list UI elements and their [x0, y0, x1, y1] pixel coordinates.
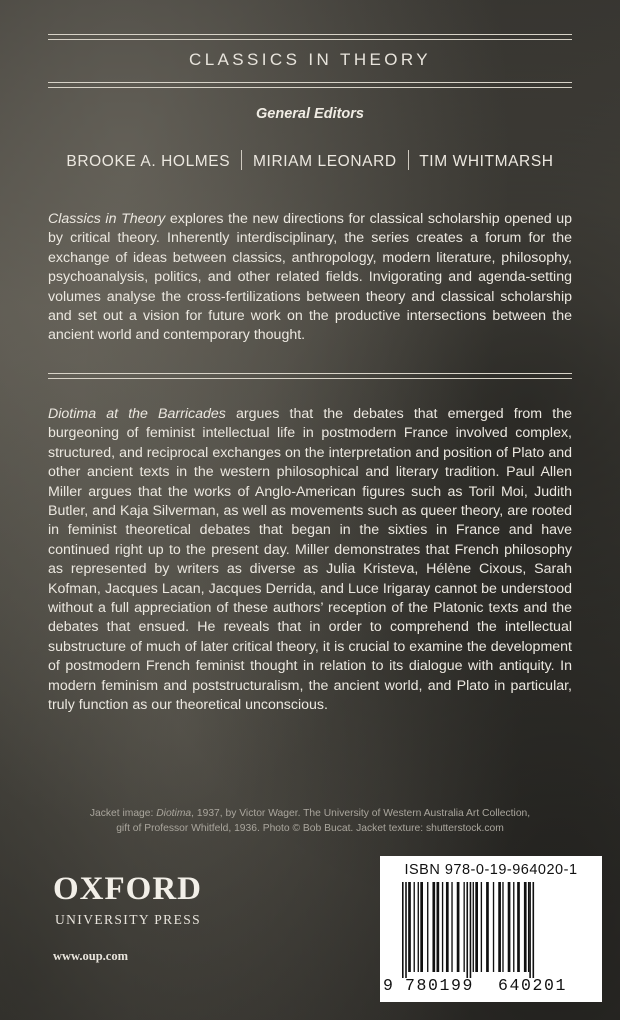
- editor-name: MIRIAM LEONARD: [253, 153, 397, 170]
- barcode-guard-bar: [533, 882, 535, 978]
- barcode-bar: [464, 882, 465, 972]
- barcode-bar: [517, 882, 520, 972]
- barcode-bar: [442, 882, 443, 972]
- general-editors-label: General Editors: [256, 106, 364, 122]
- barcode-bar: [451, 882, 452, 972]
- barcode-bar: [457, 882, 460, 972]
- book-description: [48, 405, 572, 716]
- top-rule: [48, 34, 572, 40]
- barcode-bar: [508, 882, 511, 972]
- barcode-guard-bar: [405, 882, 407, 978]
- barcode-bar: [498, 882, 501, 972]
- barcode-bar: [414, 882, 415, 972]
- barcode-bar: [473, 882, 474, 972]
- section-divider-rule: [48, 373, 572, 379]
- barcode-bar: [481, 882, 482, 972]
- barcode-bar: [420, 882, 423, 972]
- series-title-italic: Classics in Theory: [48, 211, 166, 227]
- barcode-guard-bar: [402, 882, 404, 978]
- barcode-guard-bar: [470, 882, 472, 978]
- barcode-bar: [427, 882, 428, 972]
- university-press-label: UNIVERSITY PRESS: [55, 912, 202, 927]
- jacket-credit: [0, 806, 620, 836]
- barcode-bar: [493, 882, 494, 972]
- barcode-digit-group: 640201: [498, 976, 568, 995]
- isbn-label: ISBN 978-0-19-964020-1: [404, 862, 578, 878]
- barcode-bar: [432, 882, 435, 972]
- book-description-text: argues that the debates that emerged from the burgeoning of feminist intellectual life in postmodern France involved complex, structured, and reciprocal exchanges on the interpretation and position of Plato and other ancient texts in the western philosophical and literary tradition. Paul Allen Miller argues that the works of Anglo-American figures such as Toril Moi, Judith Butler, and Kaja Silverman, as well as movements such as queer theory, are rooted in feminist theoretical debates that began in the sixties in France and have continued right up to the present day. Miller demonstrates that French philosophy as represented by writers as diverse as Julia Kristeva, Hélène Cixous, Sarah Kofman, Jacques Lacan, Jacques Derrida, and Luce Irigaray cannot be understood without a full appreciation of these authors’ reception of the Platonic texts and the debates that ensued. He reveals that in order to comprehend the intellectual substructure of much of later critical theory, it is crucial to examine the development of postmodern French feminist thought in relation to its dialogue with antiquity. In modern feminism and poststructuralism, the ancient world, and Plato in particular, truly function as our theoretical unconscious.: [48, 406, 572, 714]
- isbn-barcode: [380, 856, 602, 1002]
- barcode-bar: [528, 882, 529, 972]
- barcode-bar: [524, 882, 527, 972]
- barcode-guard-bar: [466, 882, 468, 978]
- barcode-bar: [418, 882, 419, 972]
- book-title-italic: Diotima at the Barricades: [48, 406, 226, 422]
- barcode-bar: [502, 882, 503, 972]
- barcode-bar: [513, 882, 514, 972]
- editor-name: TIM WHITMARSH: [419, 153, 554, 170]
- credit-prefix: Jacket image:: [89, 808, 157, 819]
- series-title: CLASSICS IN THEORY: [189, 50, 431, 69]
- barcode-bars: [392, 882, 590, 978]
- barcode-bar: [486, 882, 489, 972]
- barcode-bar: [475, 882, 478, 972]
- credit-work-title: Diotima: [156, 808, 192, 819]
- oxford-logo: OXFORD: [53, 871, 202, 907]
- barcode-lead-digit: 9: [383, 976, 393, 995]
- series-description-text: explores the new directions for classical scholarship opened up by critical theory. Inherently interdisciplinary, the series creates a forum for the exchange of ideas between classics, anthropology, modern literature, philosophy, psychoanalysis, politics, and other related fields. Invigorating and agenda-setting volumes analyse the cross-fertilizations between theory and classical scholarship and set out a vision for future work on the productive intersections between the ancient world and contemporary thought.: [48, 211, 573, 344]
- series-description: [48, 210, 572, 346]
- editors-list: [0, 150, 620, 171]
- barcode-bar: [437, 882, 440, 972]
- barcode-bar: [446, 882, 449, 972]
- barcode-digit-group: 780199: [405, 976, 475, 995]
- barcode-guard-bar: [529, 882, 531, 978]
- credit-line2: gift of Professor Whitfeld, 1936. Photo © Bob Bucat. Jacket texture: shutterstock.com: [116, 823, 504, 834]
- publisher-url: www.oup.com: [53, 949, 129, 963]
- barcode-bar: [408, 882, 411, 972]
- series-title-rule: [48, 82, 572, 88]
- editor-separator: [408, 150, 409, 170]
- editor-separator: [241, 150, 242, 170]
- editor-name: BROOKE A. HOLMES: [66, 153, 231, 170]
- credit-suffix: , 1937, by Victor Wager. The University of Western Australia Art Collection,: [191, 808, 531, 819]
